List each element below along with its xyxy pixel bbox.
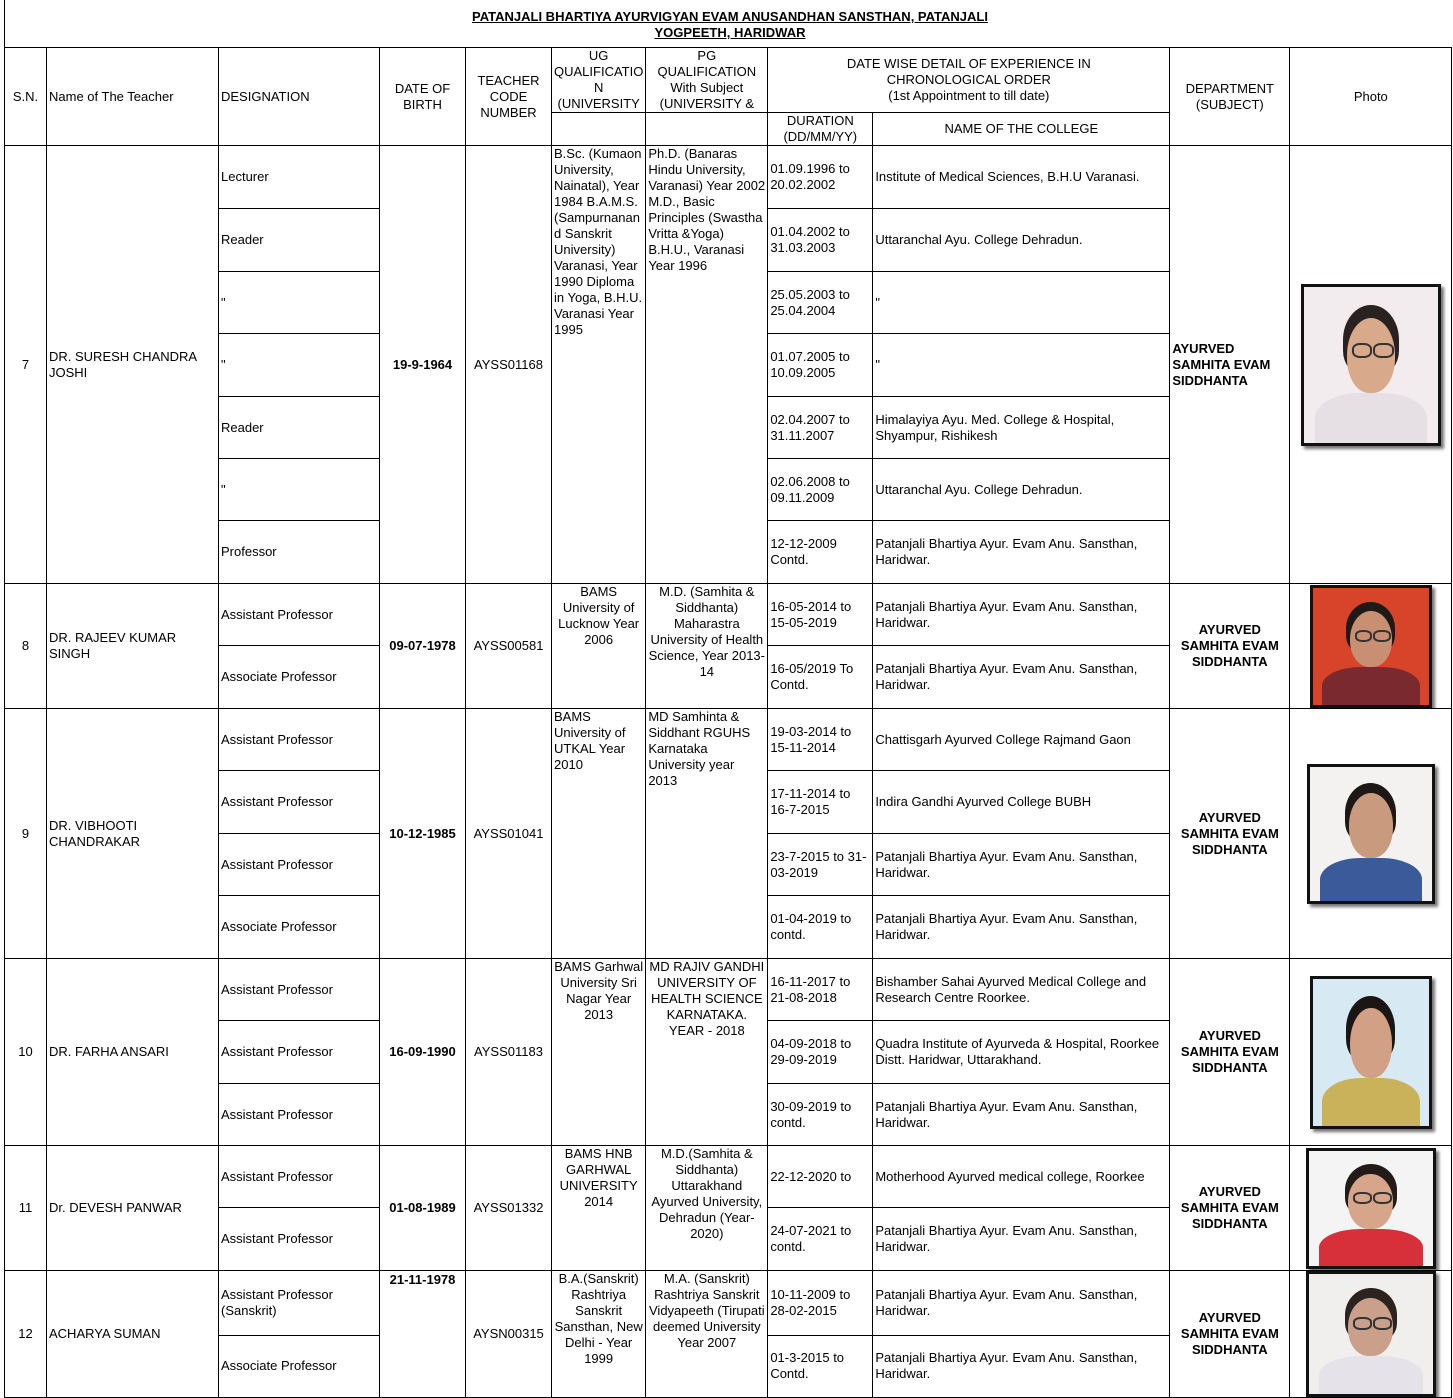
teacher-photo <box>1306 1271 1436 1397</box>
table-row <box>5 1146 1452 1208</box>
designation-cell: " <box>219 334 380 397</box>
designation-cell: Assistant Professor <box>219 959 380 1021</box>
photo-container <box>1292 284 1449 446</box>
header-ug: UG QUALIFICATIO N (UNIVERSITY <box>552 48 646 113</box>
table-row <box>5 709 1452 771</box>
department-cell: AYURVED SAMHITA EVAM SIDDHANTA <box>1170 959 1290 1146</box>
duration-cell: 30-09-2019 to contd. <box>768 1084 873 1146</box>
ug-qualification: BAMS University of UTKAL Year 2010 <box>552 709 646 959</box>
page-title <box>380 9 1080 41</box>
header-department: DEPARTMENT (SUBJECT) <box>1170 48 1290 146</box>
header-sn: S.N. <box>5 48 47 146</box>
serial-number: 11 <box>5 1146 47 1271</box>
department-cell: AYURVED SAMHITA EVAM SIDDHANTA <box>1170 709 1290 959</box>
duration-cell: 01.09.1996 to 20.02.2002 <box>768 146 873 209</box>
college-name-cell: Institute of Medical Sciences, B.H.U Varanasi. <box>873 146 1170 209</box>
serial-number: 9 <box>5 709 47 959</box>
teacher-photo <box>1310 585 1432 708</box>
designation-cell: Associate Professor <box>219 1335 380 1397</box>
photo-cell <box>1290 1271 1452 1398</box>
designation-cell: " <box>219 459 380 521</box>
college-name-cell: Chattisgarh Ayurved College Rajmand Gaon <box>873 709 1170 771</box>
photo-cell <box>1290 709 1452 959</box>
college-name-cell: " <box>873 272 1170 334</box>
duration-cell: 02.04.2007 to 31.11.2007 <box>768 397 873 459</box>
header-photo: Photo <box>1290 48 1452 146</box>
header-college: NAME OF THE COLLEGE <box>873 113 1170 146</box>
college-name-cell: Patanjali Bhartiya Ayur. Evam Anu. Sansthan, Haridwar. <box>873 1335 1170 1397</box>
designation-cell: Assistant Professor <box>219 1084 380 1146</box>
photo-container <box>1292 585 1449 708</box>
teacher-code: AYSS01332 <box>466 1146 552 1271</box>
college-name-cell: Patanjali Bhartiya Ayur. Evam Anu. Sansthan, Haridwar. <box>873 521 1170 584</box>
photo-container <box>1292 976 1449 1129</box>
teacher-name: DR. SURESH CHANDRA JOSHI <box>47 146 219 584</box>
header-experience <box>768 48 1170 113</box>
pg-qualification: MD RAJIV GANDHI UNIVERSITY OF HEALTH SCIENCE KARNATAKA. YEAR - 2018 <box>646 959 768 1146</box>
date-of-birth: 21-11-1978 <box>380 1271 466 1398</box>
title-line-2: YOGPEETH, HARIDWAR <box>654 25 806 40</box>
date-of-birth: 19-9-1964 <box>380 146 466 584</box>
table-row <box>5 959 1452 1021</box>
college-name-cell: Patanjali Bhartiya Ayur. Evam Anu. Sansthan, Haridwar. <box>873 1208 1170 1271</box>
college-name-cell: Himalayiya Ayu. Med. College & Hospital, Shyampur, Rishikesh <box>873 397 1170 459</box>
duration-cell: 16-05/2019 To Contd. <box>768 646 873 709</box>
date-of-birth: 16-09-1990 <box>380 959 466 1146</box>
duration-cell: 01-04-2019 to contd. <box>768 896 873 959</box>
teacher-code: AYSN00315 <box>466 1271 552 1398</box>
ug-qualification: BAMS Garhwal University Sri Nagar Year 2013 <box>552 959 646 1146</box>
department-cell: AYURVED SAMHITA EVAM SIDDHANTA <box>1170 1271 1290 1398</box>
pg-qualification: M.D. (Samhita & Siddhanta) Maharastra University of Health Science, Year 2013-14 <box>646 584 768 709</box>
designation-cell: Lecturer <box>219 146 380 209</box>
header-ug-blank <box>552 113 646 146</box>
designation-cell: Associate Professor <box>219 646 380 709</box>
header-experience-sub: (1st Appointment to till date) <box>888 88 1050 103</box>
photo-cell <box>1290 146 1452 584</box>
pg-qualification: Ph.D. (Banaras Hindu University, Varanasi) Year 2002 M.D., Basic Principles (Swastha Vritta &Yoga) B.H.U., Varanasi Year 1996 <box>646 146 768 584</box>
designation-cell: Reader <box>219 397 380 459</box>
duration-cell: 01-3-2015 to Contd. <box>768 1335 873 1397</box>
duration-cell: 01.04.2002 to 31.03.2003 <box>768 209 873 272</box>
date-of-birth: 01-08-1989 <box>380 1146 466 1271</box>
designation-cell: Assistant Professor <box>219 709 380 771</box>
designation-cell: Reader <box>219 209 380 272</box>
designation-cell: " <box>219 272 380 334</box>
pg-qualification: M.A. (Sanskrit) Rashtriya Sanskrit Vidyapeeth (Tirupati deemed University Year 2007 <box>646 1271 768 1398</box>
college-name-cell: Patanjali Bhartiya Ayur. Evam Anu. Sansthan, Haridwar. <box>873 834 1170 896</box>
title-line-1: PATANJALI BHARTIYA AYURVIGYAN EVAM ANUSANDHAN SANSTHAN, PATANJALI <box>472 9 988 24</box>
teacher-photo <box>1301 284 1441 446</box>
teacher-photo <box>1307 764 1435 904</box>
duration-cell: 17-11-2014 to 16-7-2015 <box>768 771 873 834</box>
designation-cell: Assistant Professor <box>219 1146 380 1208</box>
duration-cell: 25.05.2003 to 25.04.2004 <box>768 272 873 334</box>
teacher-name: DR. VIBHOOTI CHANDRAKAR <box>47 709 219 959</box>
designation-cell: Associate Professor <box>219 896 380 959</box>
college-name-cell: Patanjali Bhartiya Ayur. Evam Anu. Sansthan, Haridwar. <box>873 1271 1170 1336</box>
designation-cell: Assistant Professor <box>219 771 380 834</box>
duration-cell: 16-11-2017 to 21-08-2018 <box>768 959 873 1021</box>
duration-cell: 12-12-2009 Contd. <box>768 521 873 584</box>
designation-cell: Professor <box>219 521 380 584</box>
college-name-cell: Quadra Institute of Ayurveda & Hospital, Roorkee Distt. Haridwar, Uttarakhand. <box>873 1021 1170 1084</box>
department-cell: AYURVED SAMHITA EVAM SIDDHANTA <box>1170 584 1290 709</box>
college-name-cell: Patanjali Bhartiya Ayur. Evam Anu. Sansthan, Haridwar. <box>873 896 1170 959</box>
ug-qualification: B.A.(Sanskrit) Rashtriya Sanskrit Sansthan, New Delhi - Year 1999 <box>552 1271 646 1398</box>
serial-number: 8 <box>5 584 47 709</box>
duration-cell: 04-09-2018 to 29-09-2019 <box>768 1021 873 1084</box>
duration-cell: 24-07-2021 to contd. <box>768 1208 873 1271</box>
college-name-cell: Motherhood Ayurved medical college, Roorkee <box>873 1146 1170 1208</box>
college-name-cell: Patanjali Bhartiya Ayur. Evam Anu. Sansthan, Haridwar. <box>873 584 1170 646</box>
table-row <box>5 146 1452 209</box>
college-name-cell: Indira Gandhi Ayurved College BUBH <box>873 771 1170 834</box>
ug-qualification: BAMS HNB GARHWAL UNIVERSITY 2014 <box>552 1146 646 1271</box>
college-name-cell: Patanjali Bhartiya Ayur. Evam Anu. Sansthan, Haridwar. <box>873 646 1170 709</box>
duration-cell: 01.07.2005 to 10.09.2005 <box>768 334 873 397</box>
teacher-code: AYSS01041 <box>466 709 552 959</box>
designation-cell: Assistant Professor <box>219 1021 380 1084</box>
college-name-cell: Bishamber Sahai Ayurved Medical College and Research Centre Roorkee. <box>873 959 1170 1021</box>
teacher-photo <box>1310 976 1432 1129</box>
duration-cell: 23-7-2015 to 31-03-2019 <box>768 834 873 896</box>
teacher-photo <box>1306 1148 1436 1269</box>
teacher-name: DR. RAJEEV KUMAR SINGH <box>47 584 219 709</box>
serial-number: 10 <box>5 959 47 1146</box>
designation-cell: Assistant Professor (Sanskrit) <box>219 1271 380 1336</box>
duration-cell: 22-12-2020 to <box>768 1146 873 1208</box>
college-name-cell: Patanjali Bhartiya Ayur. Evam Anu. Sansthan, Haridwar. <box>873 1084 1170 1146</box>
table-row <box>5 1271 1452 1336</box>
duration-cell: 02.06.2008 to 09.11.2009 <box>768 459 873 521</box>
header-duration: DURATION (DD/MM/YY) <box>768 113 873 146</box>
date-of-birth: 09-07-1978 <box>380 584 466 709</box>
teacher-code: AYSS01183 <box>466 959 552 1146</box>
teachers-table-body <box>5 146 1452 1398</box>
teacher-code: AYSS01168 <box>466 146 552 584</box>
header-dob: DATE OF BIRTH <box>380 48 466 146</box>
designation-cell: Assistant Professor <box>219 584 380 646</box>
teacher-name: DR. FARHA ANSARI <box>47 959 219 1146</box>
serial-number: 7 <box>5 146 47 584</box>
teacher-code: AYSS00581 <box>466 584 552 709</box>
college-name-cell: Uttaranchal Ayu. College Dehradun. <box>873 459 1170 521</box>
serial-number: 12 <box>5 1271 47 1398</box>
teacher-name: Dr. DEVESH PANWAR <box>47 1146 219 1271</box>
header-pg-blank <box>646 113 768 146</box>
frame-left-border <box>4 0 5 48</box>
header-designation: DESIGNATION <box>219 48 380 146</box>
date-of-birth: 10-12-1985 <box>380 709 466 959</box>
photo-container <box>1292 1271 1449 1397</box>
pg-qualification: MD Samhinta & Siddhant RGUHS Karnataka University year 2013 <box>646 709 768 959</box>
teacher-name: ACHARYA SUMAN <box>47 1271 219 1398</box>
photo-container <box>1292 764 1449 904</box>
duration-cell: 16-05-2014 to 15-05-2019 <box>768 584 873 646</box>
header-pg: PG QUALIFICATION With Subject (UNIVERSITY & <box>646 48 768 113</box>
header-teacher-code: TEACHER CODE NUMBER <box>466 48 552 146</box>
designation-cell: Assistant Professor <box>219 1208 380 1271</box>
photo-container <box>1292 1148 1449 1269</box>
teachers-table <box>4 47 1452 1398</box>
photo-cell <box>1290 584 1452 709</box>
department-cell: AYURVED SAMHITA EVAM SIDDHANTA <box>1170 1146 1290 1271</box>
ug-qualification: B.Sc. (Kumaon University, Nainatal), Year 1984 B.A.M.S. (Sampurnanan d Sanskrit University) Varanasi, Year 1990 Diploma in Yoga, B.H.U. Varanasi Year 1995 <box>552 146 646 584</box>
college-name-cell: Uttaranchal Ayu. College Dehradun. <box>873 209 1170 272</box>
photo-cell <box>1290 1146 1452 1271</box>
ug-qualification: BAMS University of Lucknow Year 2006 <box>552 584 646 709</box>
college-name-cell: " <box>873 334 1170 397</box>
header-name: Name of The Teacher <box>47 48 219 146</box>
duration-cell: 10-11-2009 to 28-02-2015 <box>768 1271 873 1336</box>
header-experience-title: DATE WISE DETAIL OF EXPERIENCE IN CHRONOLOGICAL ORDER <box>846 56 1091 87</box>
photo-cell <box>1290 959 1452 1146</box>
duration-cell: 19-03-2014 to 15-11-2014 <box>768 709 873 771</box>
designation-cell: Assistant Professor <box>219 834 380 896</box>
table-row <box>5 584 1452 646</box>
pg-qualification: M.D.(Samhita & Siddhanta) Uttarakhand Ayurved University, Dehradun (Year-2020) <box>646 1146 768 1271</box>
department-cell: AYURVED SAMHITA EVAM SIDDHANTA <box>1170 146 1290 584</box>
